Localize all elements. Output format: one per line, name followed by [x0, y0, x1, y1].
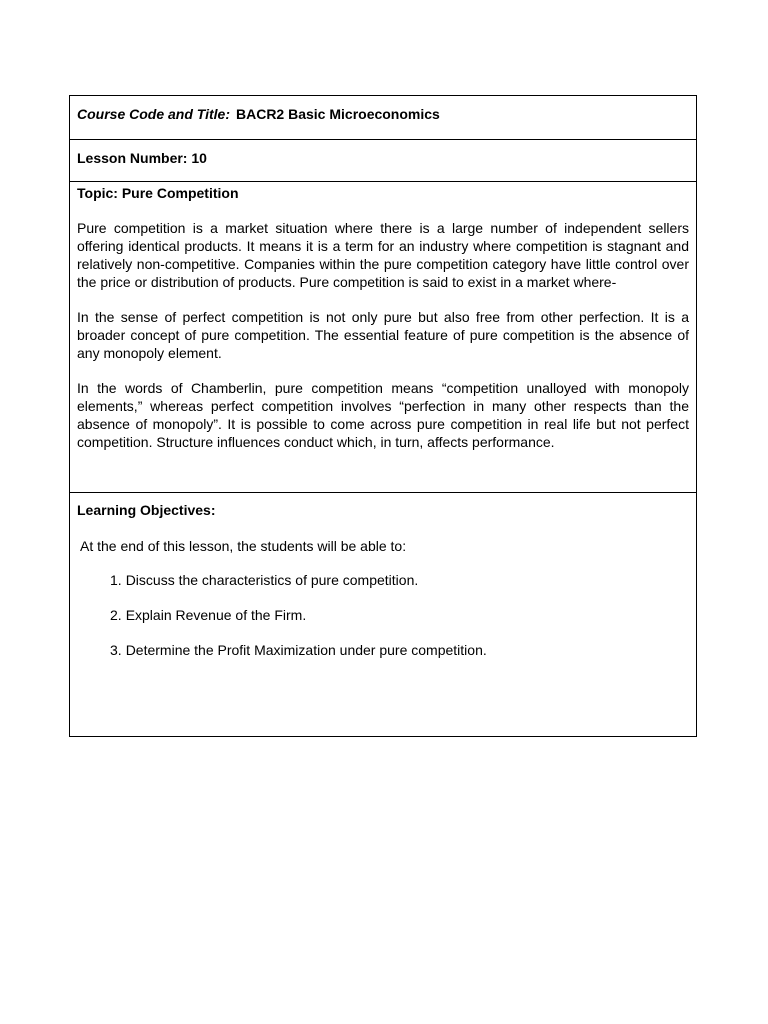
- objectives-intro: At the end of this lesson, the students will be able to:: [80, 538, 407, 554]
- list-item: 1. Discuss the characteristics of pure competition.: [110, 572, 419, 588]
- course-title: BACR2 Basic Microeconomics: [235, 106, 440, 122]
- topic-paragraph-2: In the sense of perfect competition is not only pure but also free from other perfection. It is a broader concept of pure competition. The essential feature of pure competition is the absence of any monopoly element.: [77, 309, 689, 361]
- topic-row: [70, 182, 696, 493]
- list-item: 2. Explain Revenue of the Firm.: [110, 607, 307, 623]
- list-item: 3. Determine the Profit Maximization under pure competition.: [110, 642, 487, 658]
- objectives-list: [77, 571, 689, 659]
- topic-paragraph-1: Pure competition is a market situation where there is a large number of independent sellers offering identical products. It means it is a term for an industry where competition is stagnant and relatively non-competitive. Companies within the pure competition category have little control over the price or distribution of products. Pure competition is said to exist in a market where-: [77, 220, 689, 290]
- lesson-row: [70, 140, 696, 182]
- course-label: Course Code and Title:: [77, 106, 230, 122]
- lesson-number: Lesson Number: 10: [77, 150, 207, 166]
- objectives-heading: Learning Objectives:: [77, 502, 216, 518]
- lesson-table: [69, 95, 697, 737]
- course-row: [70, 96, 696, 140]
- objectives-row: [70, 493, 696, 736]
- topic-heading: Topic: Pure Competition: [77, 185, 239, 201]
- topic-paragraph-3: In the words of Chamberlin, pure competition means “competition unalloyed with monopoly elements,” whereas perfect competition involves “perfection in many other respects than the absence of monopoly”. It is possible to come across pure competition in real life but not perfect competition. Structure influences conduct which, in turn, affects performance.: [77, 380, 689, 450]
